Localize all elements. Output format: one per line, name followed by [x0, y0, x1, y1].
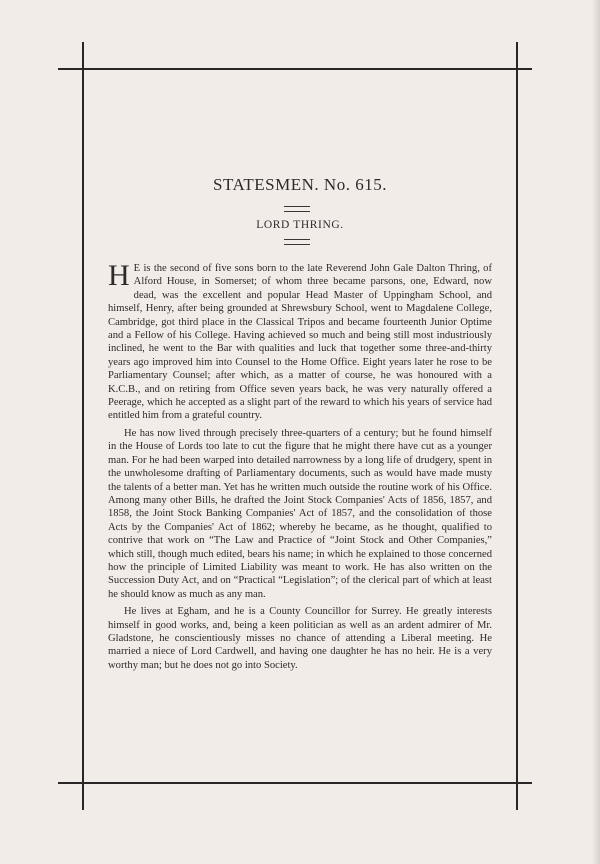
frame-rule-bottom: [58, 782, 532, 784]
article-body: [108, 259, 492, 676]
paragraph-1: [108, 259, 492, 423]
paragraph-1-text: E is the second of five sons born to the late Reverend John Gale Dalton Thring, of Alford House, in Somerset; of whom three became parsons, one, Edward, now dead, was the excellent and popular Head Master of Uppingham School, and himself, Henry, after being grounded at Shrewsbury School, went to Magdalene College, Cambridge, got third place in the Classical Tripos and became fourteenth Junior Optime and a Fellow of his College. Having achieved so much and being still most industriously inclined, he went to the Bar with qualities and luck that together some three-and-thirty years ago improved him into Counsel to the Home Office. Eight years later he rose to be Parliamentary Counsel; after which, as a matter of course, he was honoured with a K.C.B., and on retiring from Office seven years back, he was very naturally offered a Peerage, which he accepted as a slight part of the reward to which his years of service had entitled him from a grateful country.: [108, 263, 492, 422]
article-subtitle: LORD THRING.: [256, 219, 344, 231]
frame-rule-left: [82, 42, 84, 810]
paragraph-2: He has now lived through precisely three-quarters of a century; but he found himself in the House of Lords too late to cut the figure that he might there have cut as a younger man. For he had been warped into detailed narrowness by a long life of drudgery, spent in the unwholesome drafting of Parliamentary documents, such as would have made musty the talents of a better man. Yet has he written much outside the routine work of his Office. Among many other Bills, he drafted the Joint Stock Companies' Acts of 1856, 1857, and 1858, the Joint Stock Banking Companies' Act of 1857, and the consolidation of those Acts by the Companies' Act of 1862; whereby he became, as he thought, qualified to contrive that work on “The Law and Practice of “Joint Stock and Other Companies,” which still, though much edited, bears his name; in which he explained to those concerned how the principle of Limited Liability was meant to work. He has also written on the Succession Duty Act, and on “Practical “Legislation”; of the clerical part of which at least he should know as much as any man.: [108, 427, 492, 600]
frame-rule-top: [58, 68, 532, 70]
page-title: STATESMEN. No. 615.: [213, 175, 387, 194]
paragraph-3: He lives at Egham, and he is a County Councillor for Surrey. He greatly interests himself in good works, and, being a keen politician as well as an ardent admirer of Mr. Gladstone, he conscientiously misses no chance of attending a Liberal meeting. He married a niece of Lord Cardwell, and having one daughter he has no heir. He is a very worthy man; but he does not go into Society.: [108, 606, 492, 671]
page-edge-shadow: [592, 0, 600, 864]
title-ornament-rule: [284, 206, 310, 212]
drop-cap: H: [108, 259, 130, 292]
subtitle-ornament-rule: [284, 239, 310, 245]
frame-rule-right: [516, 42, 518, 810]
